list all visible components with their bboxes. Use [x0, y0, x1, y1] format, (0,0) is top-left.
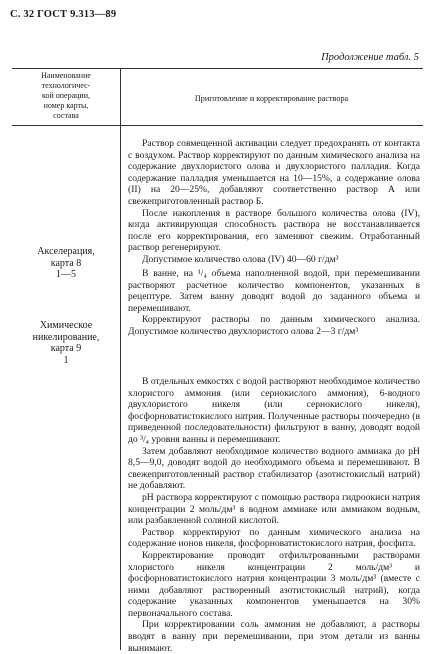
nickel-plating-procedure-text — [128, 376, 420, 654]
column-divider — [120, 68, 121, 650]
paragraph: В ванне, на ¹/₄ объема наполненной водой, при перемешивании растворяют расчетное количество компонентов, указанных в рецептуре. Затем ванну доводят водой до заданного объема и перемешивают. — [128, 268, 420, 314]
paragraph: В отдельных емкостях с водой растворяют необходимое количество хлористого аммония (или сернокислого аммония), 6-водного двухлористого никеля (или сернокислого никеля), фосфорноватистокислого натрия. Полученные растворы поочередно (в приведенной последовательности) фильтруют в ванну, доводят водой до ³/₄ уровня ванны и перемешивают. — [128, 376, 420, 445]
acceleration-procedure-text — [128, 268, 420, 338]
header-bottom-rule — [12, 125, 423, 126]
table-top-rule — [12, 68, 423, 69]
paragraph: При корректировании соль аммония не добавляют, а растворы вводят в ванну при перемешивании, при этом детали из ванны вынимают. — [128, 619, 420, 654]
paragraph: После накопления в растворе большого количества олова (IV), когда активирующая способность раствора не восстанавливается после его корректирования, его заменяют свежим. Отработанный раствор регенерируют. — [128, 207, 420, 254]
paragraph: Затем добавляют необходимое количество водного аммиака до pH 8,5—9,0, доводят водой до необходимого объема и перемешивают. В свежеприготовленный раствор стабилизатор (азотистокислый натрий) не добавляют. — [128, 445, 420, 492]
activation-procedure-text — [128, 138, 420, 266]
paragraph: Раствор совмещенной активации следует предохранять от контакта с воздухом. Раствор корректируют по данным химического анализа на содержание двухлористого олова и двухлористого палладия. Когда содержание палладия уменьшается на 10—15%, а содержание олова (II) на 20—25%, добавляют соответственно раствор А или свежеприготовленный раствор Б. — [128, 138, 420, 207]
page-header: С. 32 ГОСТ 9.313—89 — [10, 9, 117, 20]
column-2-header: Приготовление и корректирование раствора — [194, 94, 349, 103]
operation-acceleration: Акселерация, карта 8 1—5 — [37, 246, 95, 280]
paragraph: pH раствора корректируют с помощью раствора гидроокиси натрия концентрации 2 моль/дм³ в водном аммиаке или аммиаком водным, или разбавленной соляной кислотой. — [128, 491, 420, 527]
paragraph: Корректируют растворы по данным химического анализа. Допустимое количество двухлористого олова 2—3 г/дм³ — [128, 314, 420, 337]
operation-chemical-nickel-plating: Химическое никелирование, карта 9 1 — [32, 320, 100, 366]
table-continuation-caption: Продолжение табл. 5 — [321, 52, 419, 63]
table-5 — [12, 68, 423, 654]
paragraph: Раствор корректируют по данным химического анализа на содержание ионов никеля, фосфорноватистокислого натрия, фосфита. — [128, 526, 420, 550]
paragraph: Корректирование проводят отфильтрованными растворами хлористого никеля концентрации 2 моль/дм³ и фосфорноватистокислого натрия концентрации 3 моль/дм³ (вместе с ними добавляют растворенный азотистокислый натрий), когда содержание указанных компонентов уменьшается на 30% первоначального состава. — [128, 549, 420, 619]
paragraph: Допустимое количество олова (IV) 40—60 г/дм³ — [142, 253, 339, 265]
column-1-header: Наименование технологичес- кой операции, номер карты, состава — [41, 71, 91, 120]
